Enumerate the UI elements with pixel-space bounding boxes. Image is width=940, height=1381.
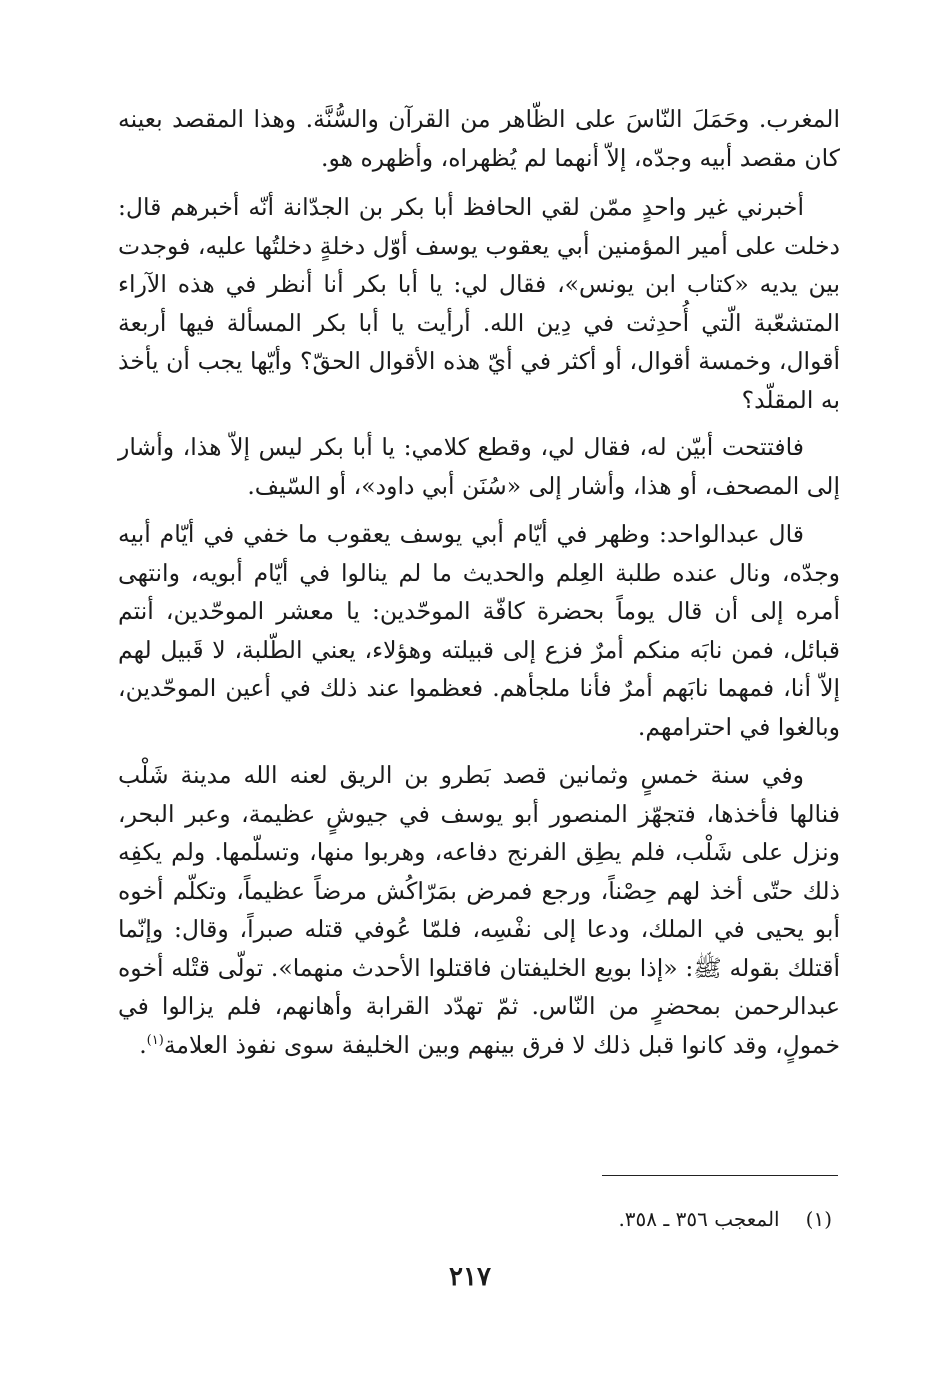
paragraph-3-text: فافتتحت أبيّن له، فقال لي، وقطع كلامي: يا أبا بكر ليس إلاّ هذا، وأشار إلى المصحف، أو هذا، وأشار إلى «سُنَن أبي داود»، أو السّيف.: [118, 433, 840, 500]
footnote: [618, 1204, 832, 1234]
footnote-reference[interactable]: (١): [146, 1032, 164, 1048]
paragraph-2: [118, 188, 840, 419]
paragraph-2-text: أخبرني غير واحدٍ ممّن لقي الحافظ أبا بكر بن الجدّانة أنّه أخبرهم قال: دخلت على أمير المؤمنين أبي يعقوب يوسف أوّل دخلةٍ دخلتُها عليه، فوجدت بين يديه «كتاب ابن يونس»، فقال لي: يا أبا بكر أنا أنظر في هذه الآراء المتشعّبة الّتي أُحدِثت في دِين الله. أرأيت يا أبا بكر المسألة فيها أربعة أقوال، وخمسة أقوال، أو أكثر في أيّ هذه الأقوال الحقّ؟ وأيّها يجب أن يأخذ به المقلّد؟: [118, 193, 840, 414]
paragraph-5: وفي سنة خمسٍ وثمانين قصد بَطرو بن الريق لعنه الله مدينة شَلْب فنالها فأخذها، فتجهّز المنصور أبو يوسف في جيوشٍ عظيمة، وعبر البحر، ونزل على شَلْب، فلم يطِق الفرنج دفاعه، وهربوا منها، وتسلّمها. ولم يكفِه ذلك حتّى أخذ لهم حِصْناً، ورجع فمرض بمَرّاكُش مرضاً عظيماً، وتكلّم أخوه أبو يحيى في الملك، ودعا إلى نفْسِه، فلمّا عُوفي قتله صبراً، وقال: وإنّما أقتلك بقوله ﷺ: «إذا بويع الخليفتان فاقتلوا الأحدث منهما». تولّى قتْله أخوه عبدالرحمن بمحضرٍ من النّاس. ثمّ تهدّد القرابة وأهانهم، فلم يزالوا في خمولٍ، وقد كانوا قبل ذلك لا فرق بينهم وبين الخليفة سوى نفوذ العلامة$^{(١)}$.: [118, 761, 840, 1059]
paragraph-3: [118, 428, 840, 505]
paragraph-4-text: قال عبدالواحد: وظهر في أيّام أبي يوسف يعقوب ما خفي في أيّام أبيه وجدّه، ونال عنده طلبة العِلم والحديث ما لم ينالوا في أيّام أبويه، وانتهى أمره إلى أن قال يوماً بحضرة كافّة الموحّدين: يا معشر الموحّدين، أنتم قبائل، فمن نابَه منكم أمرٌ فزع إلى قبيلته وهؤلاء، يعني الطّلبة، لا قَبيل لهم إلاّ أنا، فمهما نابَهم أمرٌ فأنا ملجأهم. فعظموا عند ذلك في أعين الموحّدين، وبالغوا في احترامهم.: [118, 520, 840, 741]
footnote-text: المعجب ٣٥٦ ـ ٣٥٨.: [618, 1207, 780, 1231]
paragraph-4: [118, 515, 840, 746]
footnote-divider: [602, 1175, 838, 1176]
footnote-number: (١): [805, 1207, 832, 1231]
paragraph-1-text: المغرب. وحَمَلَ النّاسَ على الظّاهر من القرآن والسُّنَّة. وهذا المقصد بعينه كان مقصد أبيه وجدّه، إلاّ أنهما لم يُظهراه، وأظهره هو.: [118, 105, 840, 172]
paragraph-1: [118, 100, 840, 177]
paragraph-5-text: وفي سنة خمسٍ وثمانين قصد بَطرو بن الريق لعنه الله مدينة شَلْب فنالها فأخذها، فتجهّز المنصور أبو يوسف في جيوشٍ عظيمة، وعبر البحر، ونزل على شَلْب، فلم يطِق الفرنج دفاعه، وهربوا منها، وتسلّمها. ولم يكفِه ذلك حتّى أخذ لهم حِصْناً، ورجع فمرض بمَرّاكُش مرضاً عظيماً، وتكلّم أخوه أبو يحيى في الملك، ودعا إلى نفْسِه، فلمّا عُوفي قتله صبراً، وقال: وإنّما أقتلك بقوله ﷺ: «إذا بويع الخليفتان فاقتلوا الأحدث منهما». تولّى قتْله أخوه عبدالرحمن بمحضرٍ من النّاس. ثمّ تهدّد القرابة وأهانهم، فلم يزالوا في خمولٍ، وقد كانوا قبل ذلك لا فرق بينهم وبين الخليفة سوى نفوذ العلامة: [118, 761, 840, 1059]
page-body: [118, 100, 840, 1064]
page-number: ٢١٧: [449, 1262, 491, 1292]
